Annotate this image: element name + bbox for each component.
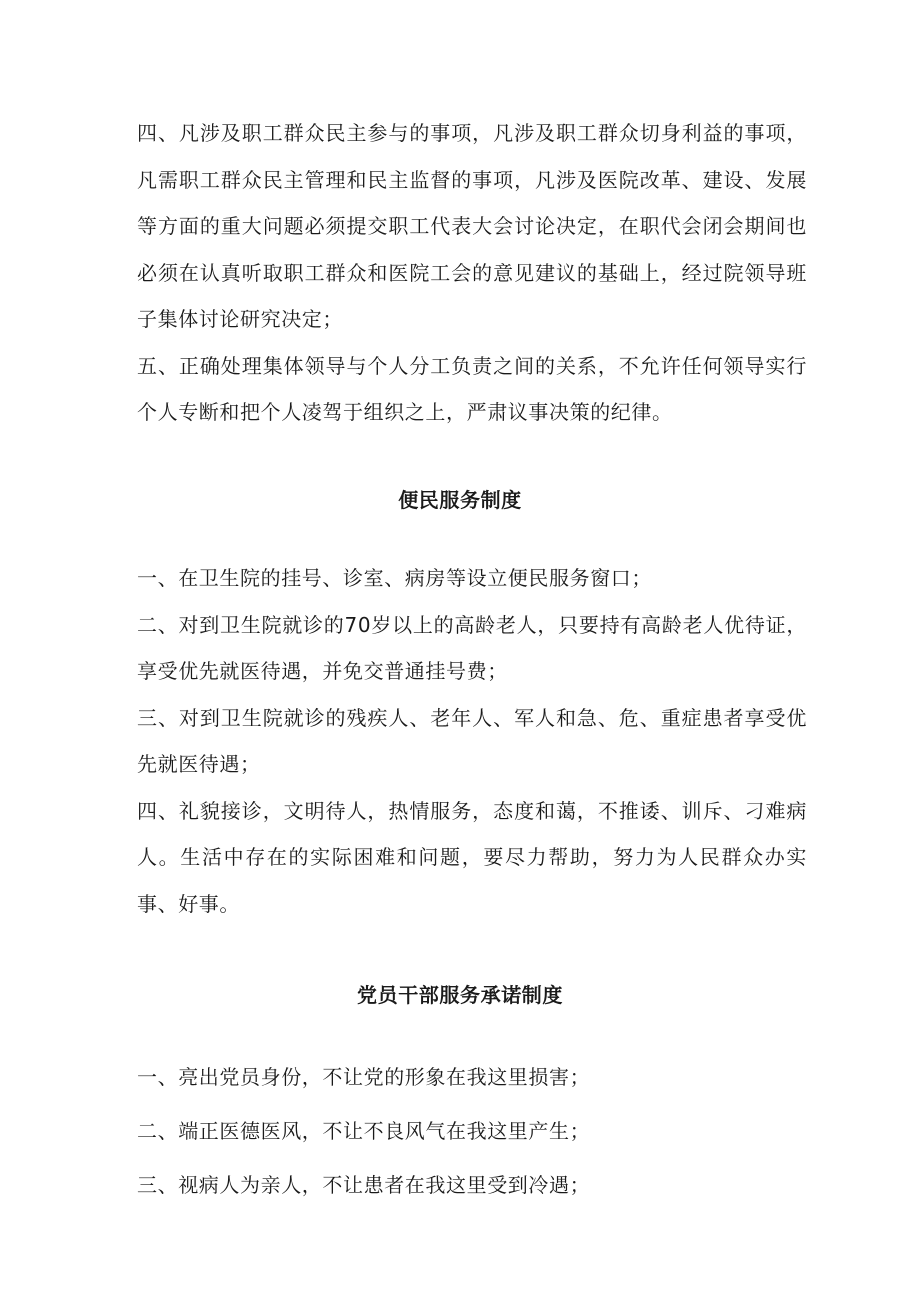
heading-convenience-service: 便民服务制度 <box>398 488 522 512</box>
section-2 <box>137 555 807 927</box>
heading-party-member-commitment: 党员干部服务承诺制度 <box>357 983 563 1007</box>
paragraph-three: 三、对到卫生院就诊的残疾人、老年人、军人和急、危、重症患者享受优先就医待遇； <box>137 705 807 776</box>
section-1 <box>137 110 807 436</box>
paragraph-four: 四、礼貌接诊，文明待人，热情服务，态度和蔼，不推诿、训斥、刁难病人。生活中存在的实际困难和问题，要尽力帮助，努力为人民群众办实事、好事。 <box>137 798 807 916</box>
paragraph-five: 五、正确处理集体领导与个人分工负责之间的关系，不允许任何领导实行个人专断和把个人凌驾于组织之上，严肃议事决策的纪律。 <box>137 353 807 424</box>
paragraph-one: 一、亮出党员身份，不让党的形象在我这里损害； <box>137 1065 591 1089</box>
paragraph-one: 一、在卫生院的挂号、诊室、病房等设立便民服务窗口； <box>137 566 652 590</box>
paragraph-two: 二、端正医德医风，不让不良风气在我这里产生； <box>137 1119 591 1143</box>
paragraph-three: 三、视病人为亲人，不让患者在我这里受到冷遇； <box>137 1173 591 1197</box>
section-3 <box>137 1050 807 1212</box>
paragraph-four: 四、凡涉及职工群众民主参与的事项，凡涉及职工群众切身利益的事项，凡需职工群众民主管理和民主监督的事项，凡涉及医院改革、建设、发展等方面的重大问题必须提交职工代表大会讨论决定，在职代会闭会期间也必须在认真听取职工群众和医院工会的意见建议的基础上，经过院领导班子集体讨论研究决定； <box>137 121 807 331</box>
paragraph-two: 二、对到卫生院就诊的70岁以上的高龄老人，只要持有高龄老人优待证，享受优先就医待遇，并免交普通挂号费； <box>137 612 807 683</box>
